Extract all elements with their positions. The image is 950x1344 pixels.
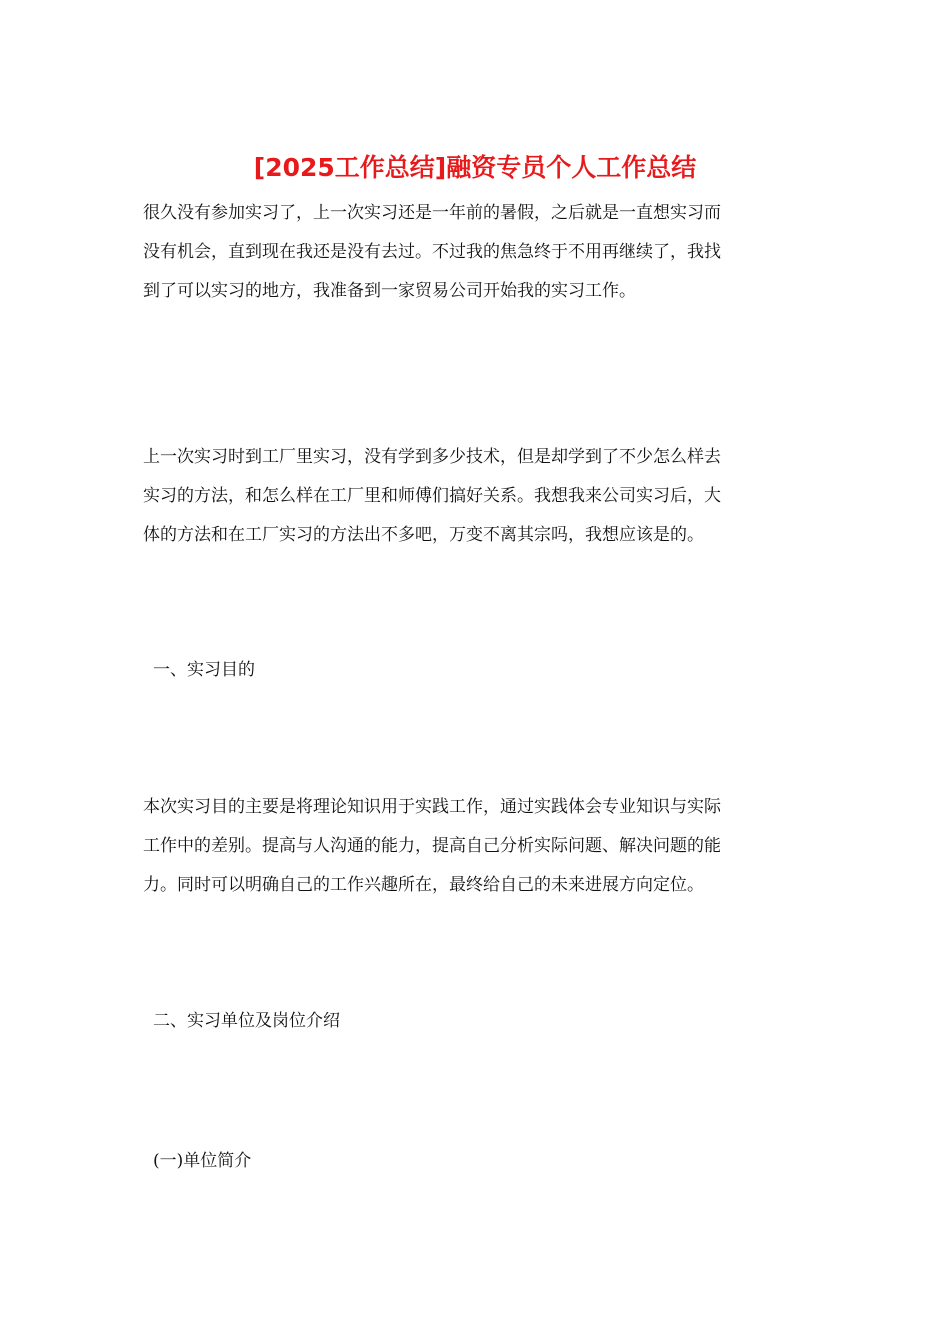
paragraph-line: 力。同时可以明确自己的工作兴趣所在，最终给自己的未来进展方向定位。: [143, 875, 704, 895]
paragraph-purpose: [143, 788, 813, 905]
paragraph-line: 到了可以实习的地方，我准备到一家贸易公司开始我的实习工作。: [143, 281, 636, 301]
paragraph-line: 没有机会，直到现在我还是没有去过。不过我的焦急终于不用再继续了，我找: [143, 242, 721, 262]
paragraph-line: 很久没有参加实习了，上一次实习还是一年前的暑假，之后就是一直想实习而: [143, 203, 721, 223]
paragraph-line: 体的方法和在工厂实习的方法出不多吧，万变不离其宗吗，我想应该是的。: [143, 525, 704, 545]
paragraph-previous-internship: [143, 438, 813, 555]
section-heading-unit: 二、实习单位及岗位介绍: [153, 1011, 340, 1031]
paragraph-line: 工作中的差别。提高与人沟通的能力，提高自己分析实际问题、解决问题的能: [143, 836, 721, 856]
paragraph-line: 本次实习目的主要是将理论知识用于实践工作，通过实践体会专业知识与实际: [143, 797, 721, 817]
subsection-heading-unit-intro: (一)单位简介: [153, 1151, 252, 1171]
paragraph-intro: [143, 194, 813, 311]
paragraph-line: 上一次实习时到工厂里实习，没有学到多少技术，但是却学到了不少怎么样去: [143, 447, 721, 467]
paragraph-line: 实习的方法，和怎么样在工厂里和师傅们搞好关系。我想我来公司实习后，大: [143, 486, 721, 506]
section-heading-purpose: 一、实习目的: [153, 660, 255, 680]
document-title: [2025工作总结]融资专员个人工作总结: [253, 153, 697, 182]
